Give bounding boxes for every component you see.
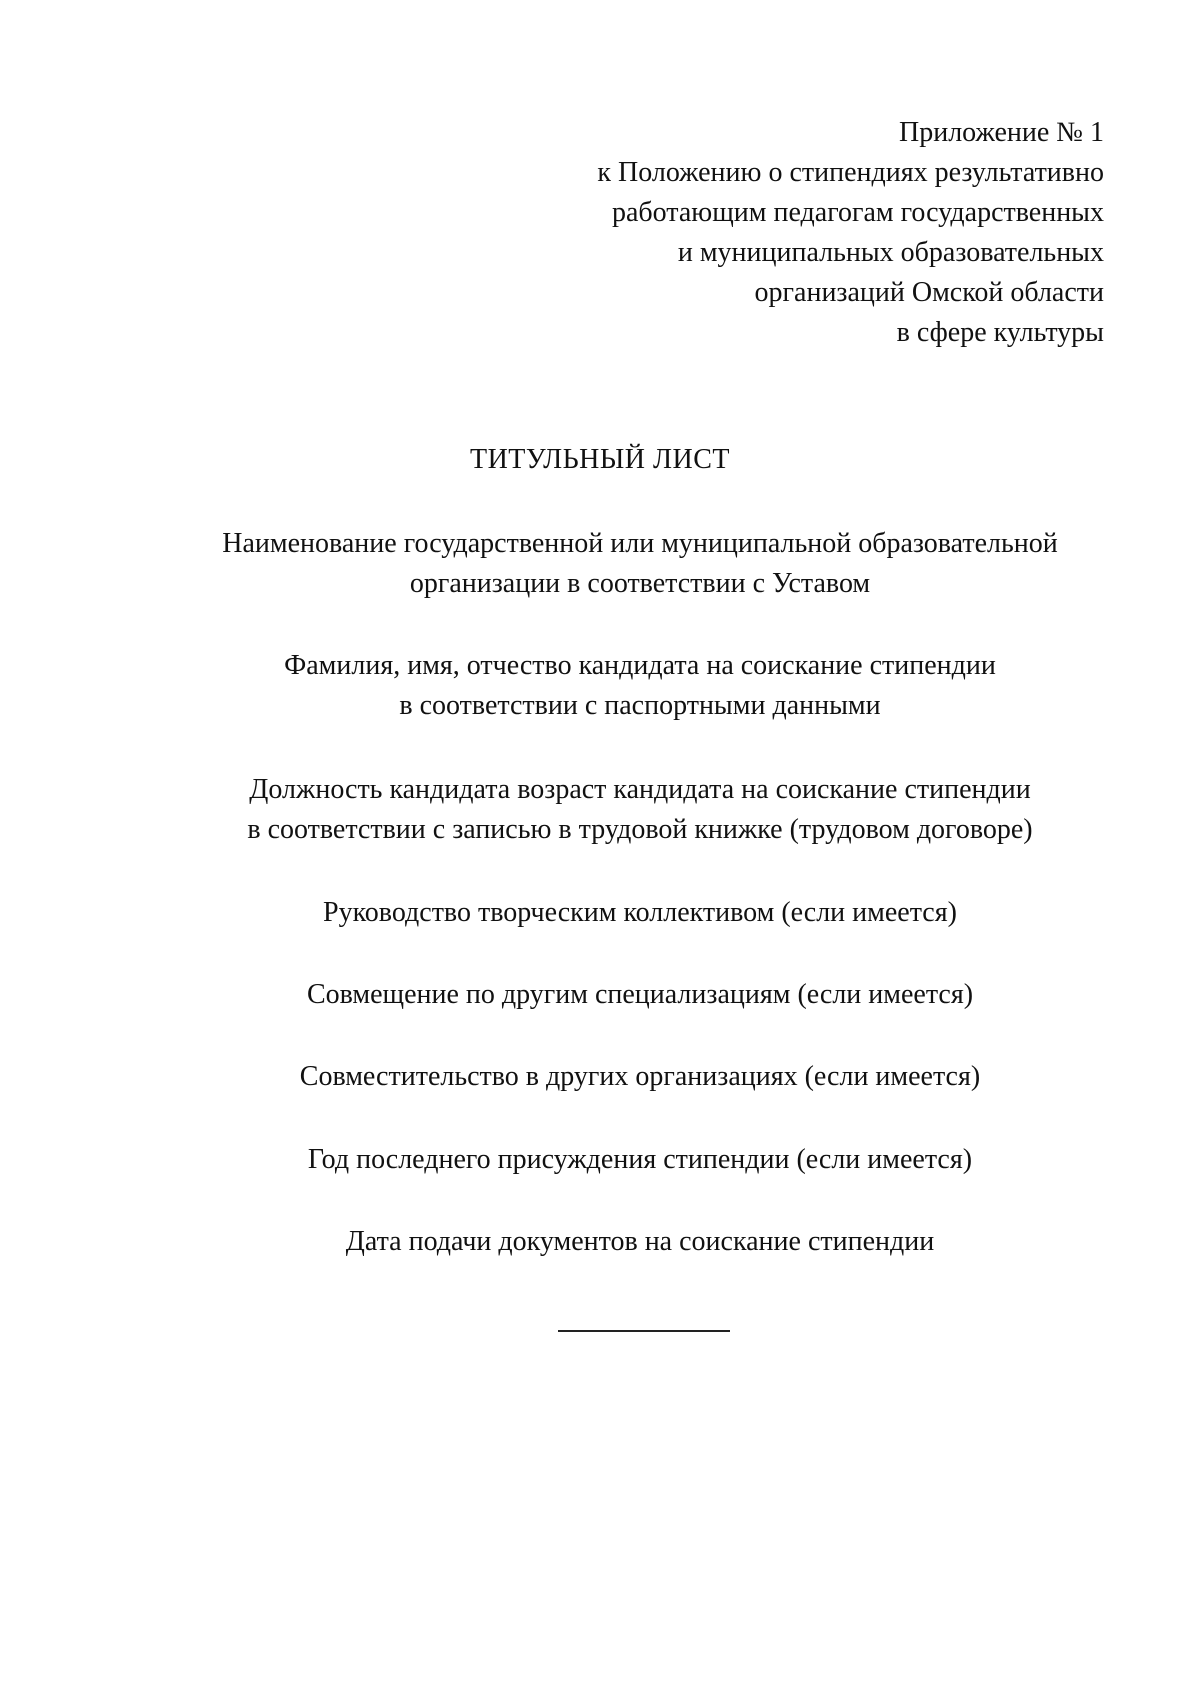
appendix-line: Приложение № 1	[899, 117, 1104, 148]
field-line: в соответствии с паспортными данными	[399, 690, 881, 721]
field-line: Совмещение по другим специализациям (если имеется)	[306, 979, 974, 1010]
appendix-line: работающим педагогам государственных	[611, 197, 1104, 228]
field-organization-name	[40, 524, 1200, 604]
field-line: Дата подачи документов на соискание стипендии	[345, 1226, 935, 1257]
field-line: Совместительство в других организациях (если имеется)	[299, 1061, 981, 1092]
field-candidate-position	[40, 770, 1200, 850]
field-line: организации в соответствии с Уставом	[409, 568, 871, 599]
field-line: Должность кандидата возраст кандидата на соискание стипендии	[249, 774, 1031, 805]
field-line: Фамилия, имя, отчество кандидата на соискание стипендии	[284, 650, 996, 681]
field-last-award-year	[40, 1140, 1200, 1180]
appendix-line: в сфере культуры	[896, 317, 1104, 348]
field-line: Руководство творческим коллективом (если имеется)	[323, 897, 957, 928]
field-part-time-employment	[40, 1057, 1200, 1097]
field-line: Наименование государственной или муниципальной образовательной	[222, 528, 1058, 559]
page-title: ТИТУЛЬНЫЙ ЛИСТ	[469, 444, 730, 475]
end-divider	[558, 1330, 730, 1332]
appendix-line: к Положению о стипендиях результативно	[597, 157, 1104, 188]
appendix-note	[484, 113, 1104, 353]
field-creative-team	[40, 893, 1200, 933]
field-candidate-name	[40, 646, 1200, 726]
field-other-specializations	[40, 975, 1200, 1015]
field-line: в соответствии с записью в трудовой книжке (трудовом договоре)	[247, 814, 1033, 845]
field-submission-date	[40, 1222, 1200, 1262]
appendix-line: организаций Омской области	[754, 277, 1104, 308]
appendix-line: и муниципальных образовательных	[677, 237, 1104, 268]
field-line: Год последнего присуждения стипендии (если имеется)	[307, 1144, 973, 1175]
